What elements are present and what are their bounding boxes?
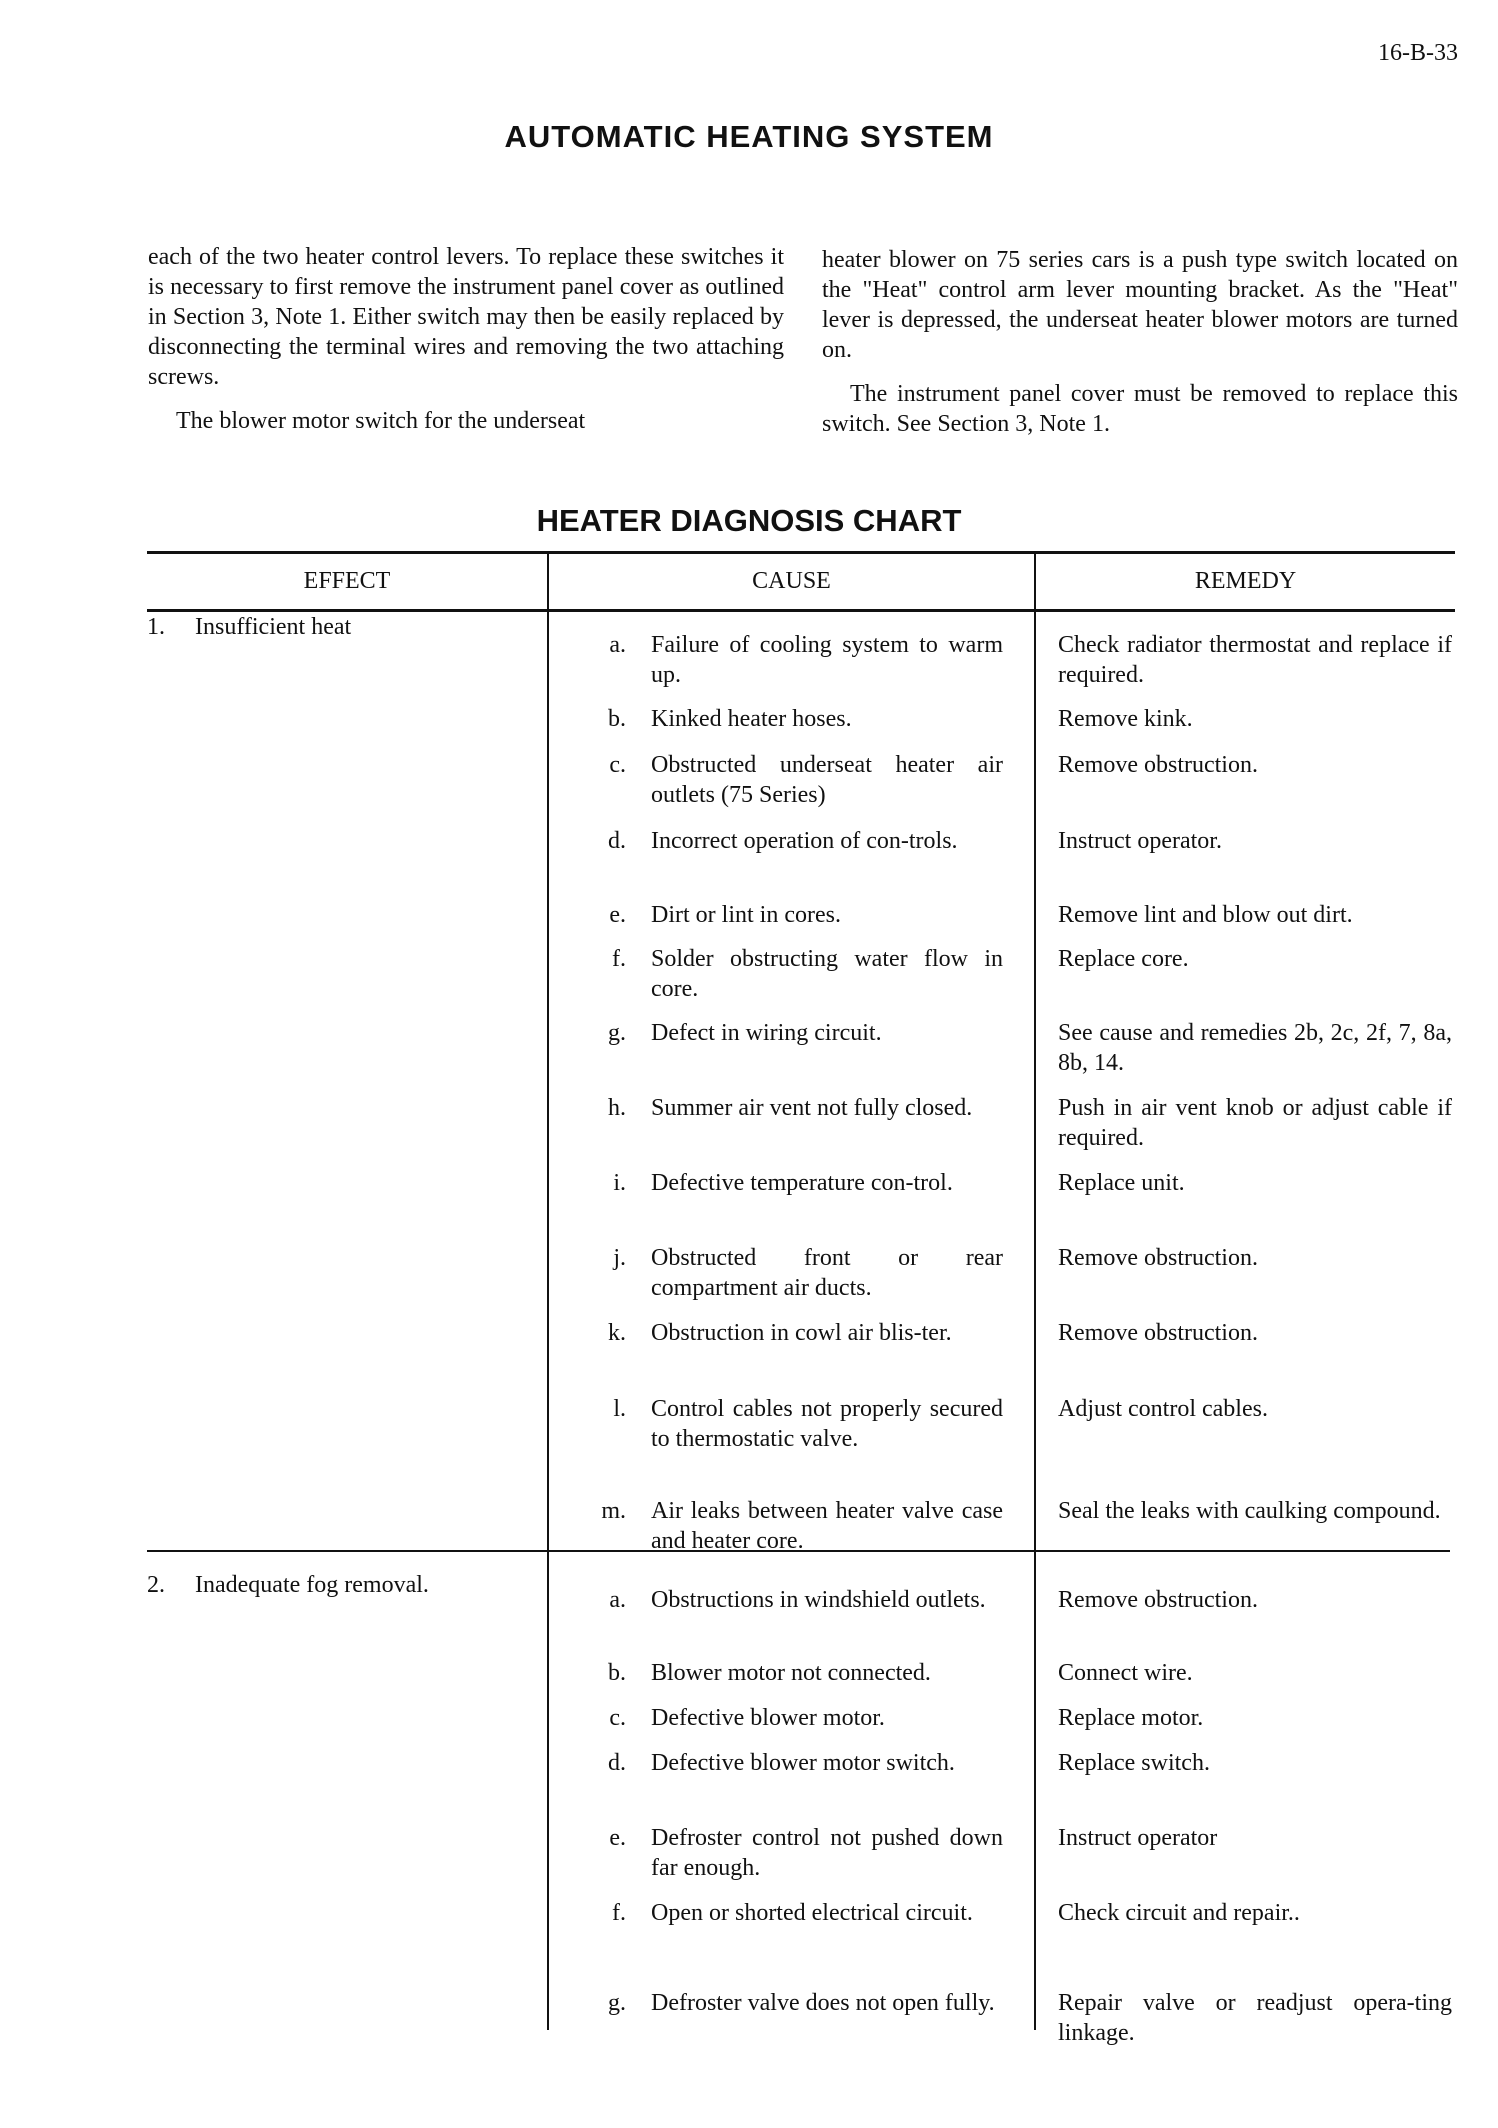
remedy-text: Push in air vent knob or adjust cable if required. bbox=[1058, 1095, 1452, 1151]
header-cause: CAUSE bbox=[752, 568, 831, 594]
cause-letter: c. bbox=[609, 1705, 626, 1731]
remedy-text: Connect wire. bbox=[1058, 1660, 1193, 1686]
cause-text: Defroster control not pushed down far enough. bbox=[651, 1825, 1003, 1881]
cause-letter: d. bbox=[608, 1750, 626, 1776]
effect-number: 2. bbox=[147, 1572, 165, 1598]
cause-text: Defective blower motor switch. bbox=[651, 1750, 955, 1776]
cause-letter: a. bbox=[609, 1587, 626, 1613]
cause-text: Dirt or lint in cores. bbox=[651, 902, 841, 928]
cause-text: Defect in wiring circuit. bbox=[651, 1020, 882, 1046]
cause-text: Obstruction in cowl air blis-ter. bbox=[651, 1320, 952, 1346]
page-number: 16-B-33 bbox=[1378, 40, 1458, 66]
remedy-text: See cause and remedies 2b, 2c, 2f, 7, 8a, 8b, 14. bbox=[1058, 1020, 1452, 1076]
cause-letter: d. bbox=[608, 828, 626, 854]
remedy-text: Remove obstruction. bbox=[1058, 752, 1258, 778]
header-effect: EFFECT bbox=[303, 568, 391, 594]
cause-letter: g. bbox=[608, 1990, 626, 2016]
cause-letter: l. bbox=[613, 1396, 626, 1422]
cause-letter: g. bbox=[608, 1020, 626, 1046]
page-title: AUTOMATIC HEATING SYSTEM bbox=[504, 119, 994, 154]
intro-right-column bbox=[822, 245, 1458, 439]
remedy-text: Replace unit. bbox=[1058, 1170, 1185, 1196]
remedy-text: Replace core. bbox=[1058, 946, 1189, 972]
chart-title: HEATER DIAGNOSIS CHART bbox=[536, 503, 962, 538]
cause-letter: f. bbox=[612, 1900, 626, 1926]
effect-text: Inadequate fog removal. bbox=[195, 1572, 429, 1598]
remedy-text: Remove obstruction. bbox=[1058, 1587, 1258, 1613]
cause-text: Air leaks between heater valve case and heater core. bbox=[651, 1498, 1003, 1554]
remedy-text: Replace motor. bbox=[1058, 1705, 1204, 1731]
column-divider bbox=[547, 553, 549, 2030]
effect-text: Insufficient heat bbox=[195, 614, 352, 640]
cause-text: Defective temperature con-trol. bbox=[651, 1170, 953, 1196]
cause-letter: b. bbox=[608, 706, 626, 732]
remedy-text: Check circuit and repair.. bbox=[1058, 1900, 1300, 1926]
cause-text: Obstructed front or rear compartment air ducts. bbox=[651, 1245, 1003, 1301]
remedy-text: Remove obstruction. bbox=[1058, 1245, 1258, 1271]
cause-letter: i. bbox=[613, 1170, 626, 1196]
remedy-text: Repair valve or readjust opera-ting linkage. bbox=[1058, 1990, 1452, 2046]
cause-letter: c. bbox=[609, 752, 626, 778]
cause-letter: e. bbox=[609, 902, 626, 928]
intro-left-column bbox=[148, 242, 784, 436]
cause-text: Defroster valve does not open fully. bbox=[651, 1990, 995, 2016]
remedy-text: Adjust control cables. bbox=[1058, 1396, 1268, 1422]
intro-paragraph: The instrument panel cover must be removed to replace this switch. See Section 3, Note 1. bbox=[822, 381, 1458, 437]
cause-text: Obstructions in windshield outlets. bbox=[651, 1587, 986, 1613]
cause-text: Defective blower motor. bbox=[651, 1705, 885, 1731]
remedy-text: Instruct operator. bbox=[1058, 828, 1222, 854]
cause-text: Failure of cooling system to warm up. bbox=[651, 632, 1003, 688]
cause-text: Control cables not properly secured to thermostatic valve. bbox=[651, 1396, 1003, 1452]
cause-letter: a. bbox=[609, 632, 626, 658]
cause-text: Obstructed underseat heater air outlets (75 Series) bbox=[651, 752, 1003, 808]
cause-text: Incorrect operation of con-trols. bbox=[651, 828, 958, 854]
effect-number: 1. bbox=[147, 614, 165, 640]
cause-text: Open or shorted electrical circuit. bbox=[651, 1900, 973, 1926]
cause-letter: k. bbox=[608, 1320, 626, 1346]
cause-letter: j. bbox=[613, 1245, 626, 1271]
header-remedy: REMEDY bbox=[1194, 568, 1297, 594]
cause-text: Solder obstructing water flow in core. bbox=[651, 946, 1003, 1002]
remedy-text: Remove lint and blow out dirt. bbox=[1058, 902, 1353, 928]
remedy-text: Check radiator thermostat and replace if required. bbox=[1058, 632, 1452, 688]
cause-text: Kinked heater hoses. bbox=[651, 706, 852, 732]
table-top-rule bbox=[147, 551, 1455, 554]
intro-paragraph: each of the two heater control levers. To replace these switches it is necessary to first remove the instrument panel cover as outlined in Section 3, Note 1. Either switch may then be easily replaced by disconnecting the terminal wires and removing the two attaching screws. bbox=[148, 244, 784, 390]
remedy-text: Remove kink. bbox=[1058, 706, 1193, 732]
remedy-text: Replace switch. bbox=[1058, 1750, 1210, 1776]
remedy-text: Instruct operator bbox=[1058, 1825, 1218, 1851]
cause-text: Blower motor not connected. bbox=[651, 1660, 931, 1686]
cause-letter: f. bbox=[612, 946, 626, 972]
column-divider bbox=[1034, 553, 1036, 2030]
cause-letter: m. bbox=[601, 1498, 626, 1524]
cause-letter: e. bbox=[609, 1825, 626, 1851]
cause-text: Summer air vent not fully closed. bbox=[651, 1095, 973, 1121]
remedy-text: Seal the leaks with caulking compound. bbox=[1058, 1498, 1441, 1524]
intro-paragraph: The blower motor switch for the underseat bbox=[176, 408, 586, 434]
remedy-text: Remove obstruction. bbox=[1058, 1320, 1258, 1346]
cause-letter: b. bbox=[608, 1660, 626, 1686]
intro-paragraph: heater blower on 75 series cars is a push type switch located on the "Heat" control arm lever mounting bracket. As the "Heat" lever is depressed, the underseat heater blower motors are turned on. bbox=[822, 247, 1458, 363]
cause-letter: h. bbox=[608, 1095, 626, 1121]
